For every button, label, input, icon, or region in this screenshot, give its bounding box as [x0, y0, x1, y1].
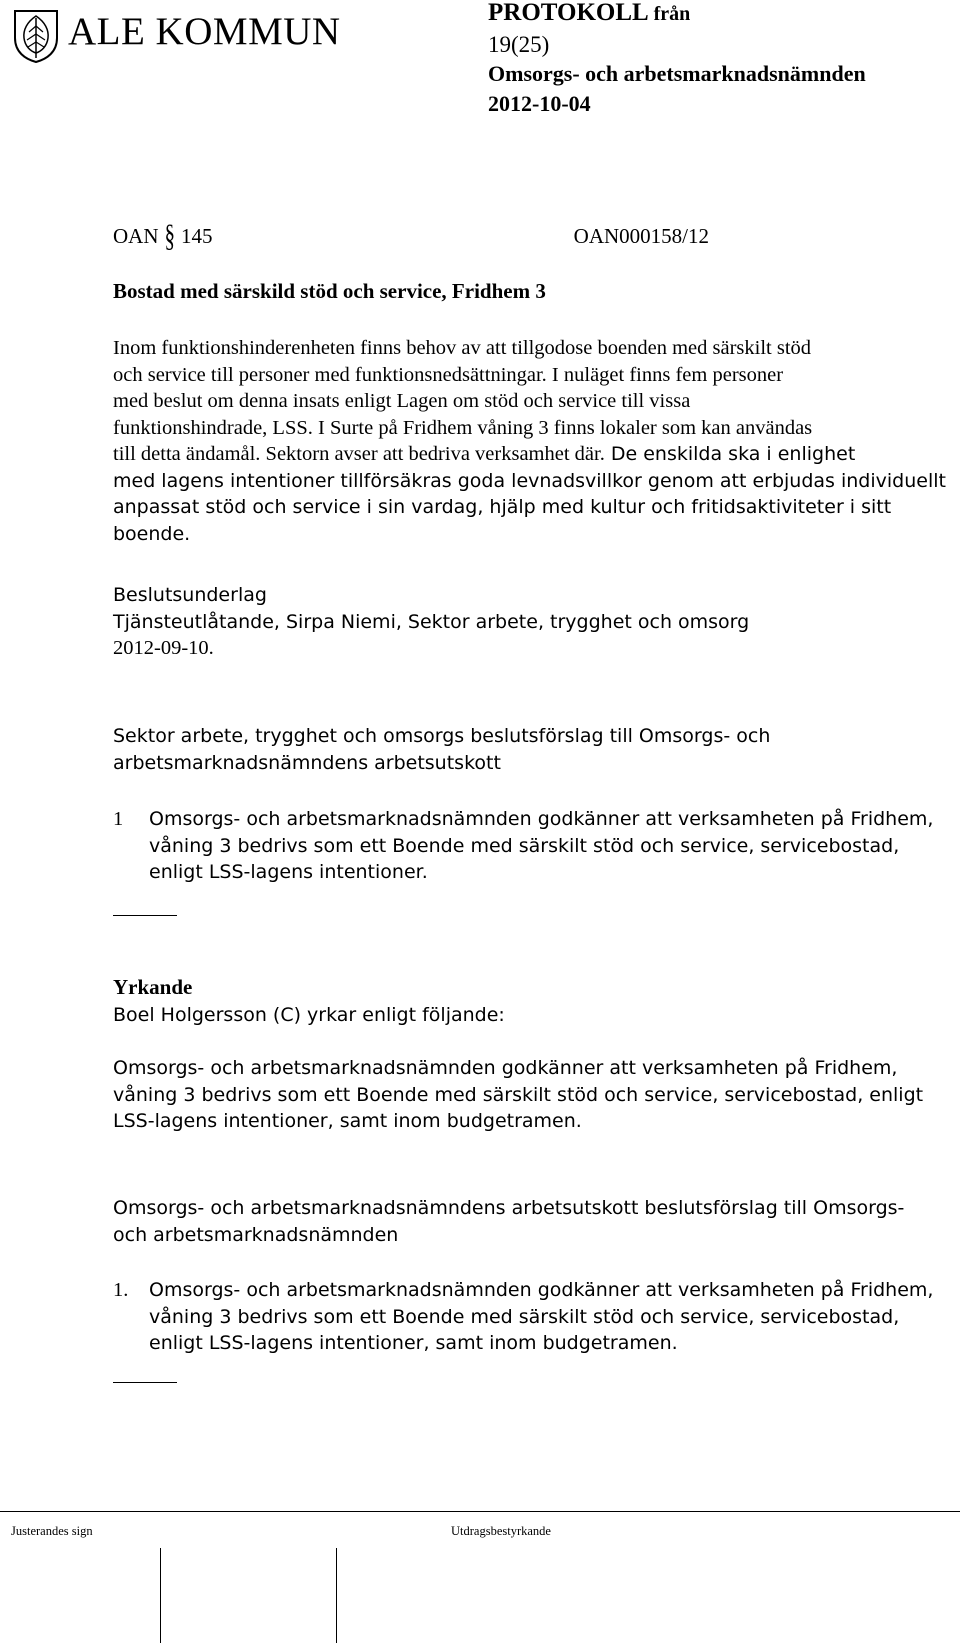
board-name: Omsorgs- och arbetsmarknadsnämnden [488, 61, 866, 86]
intro-line: boende. [113, 522, 191, 545]
item-line: våning 3 bedrivs som ett Boende med särskilt stöd och service, servicebostad, [149, 1305, 900, 1328]
item-line: våning 3 bedrivs som ett Boende med särskilt stöd och service, servicebostad, [149, 834, 900, 857]
separator-rule [113, 1382, 177, 1383]
subject-heading: Bostad med särskild stöd och service, Fridhem 3 [113, 279, 546, 303]
decision-basis-line: Tjänsteutlåtande, Sirpa Niemi, Sektor arbete, trygghet och omsorg [113, 610, 750, 633]
committee-proposal-intro [113, 1195, 923, 1248]
meeting-date: 2012-10-04 [488, 91, 591, 116]
proposal-line: arbetsmarknadsnämndens arbetsutskott [113, 751, 501, 774]
intro-line: till detta ändamål. Sektorn avser att bedriva verksamhet där. De enskilda ska i enlighet [113, 443, 856, 465]
motion-line: LSS-lagens intentioner, samt inom budgetramen. [113, 1110, 582, 1132]
sector-proposal-intro [113, 723, 923, 776]
page-number: 19(25) [488, 32, 550, 57]
signature-box-divider [336, 1548, 337, 1643]
intro-line: med beslut om denna insats enligt Lagen om stöd och service till vissa [113, 390, 691, 412]
motion-line: våning 3 bedrivs som ett Boende med särskilt stöd och service, servicebostad, enligt [113, 1083, 924, 1106]
intro-line: och service till personer med funktionsnedsättningar. I nuläget finns fem personer [113, 363, 784, 386]
signature-box-divider [160, 1548, 161, 1643]
org-name: ALE KOMMUN [68, 10, 341, 53]
signature-label: Justerandes sign [11, 1524, 93, 1538]
certification-label: Utdragsbestyrkande [451, 1524, 551, 1538]
decision-basis-heading: Beslutsunderlag [113, 584, 267, 606]
item-number: 1. [113, 1279, 129, 1301]
decision-basis-date: 2012-09-10. [113, 637, 214, 659]
footer-divider [0, 1511, 960, 1512]
motion-intro [113, 1002, 923, 1029]
item-number: 1 [113, 808, 124, 830]
intro-line: anpassat stöd och service i sin vardag, hjälp med kultur och fritidsaktiviteter i sitt [113, 496, 892, 518]
item-line: enligt LSS-lagens intentioner. [149, 861, 428, 883]
item-line: Omsorgs- och arbetsmarknadsnämnden godkänner att verksamheten på Fridhem, [149, 808, 934, 830]
municipality-logo-icon [11, 8, 61, 64]
item-text [149, 1277, 949, 1357]
decision-basis [113, 582, 923, 662]
proposal-line: Omsorgs- och arbetsmarknadsnämndens arbetsutskott beslutsförslag till Omsorgs- [113, 1197, 905, 1219]
motion-line: Boel Holgersson (C) yrkar enligt följande: [113, 1004, 505, 1026]
item-text [149, 806, 949, 886]
intro-line: funktionshindrade, LSS. I Surte på Fridhem våning 3 finns lokaler som kan användas [113, 416, 813, 439]
motion-proposal [113, 1055, 923, 1135]
intro-paragraph [113, 335, 946, 547]
intro-line: Inom funktionshinderenheten finns behov av att tillgodose boenden med särskilt stöd [113, 337, 812, 359]
protocol-title: PROTOKOLL från [488, 0, 691, 26]
proposal-line: Sektor arbete, trygghet och omsorgs beslutsförslag till Omsorgs- och [113, 725, 771, 747]
item-line: Omsorgs- och arbetsmarknadsnämnden godkänner att verksamheten på Fridhem, [149, 1279, 934, 1301]
proposal-line: och arbetsmarknadsnämnden [113, 1223, 399, 1246]
motion-heading: Yrkande [113, 975, 193, 999]
motion-line: Omsorgs- och arbetsmarknadsnämnden godkänner att verksamheten på Fridhem, [113, 1057, 898, 1079]
item-line: enligt LSS-lagens intentioner, samt inom budgetramen. [149, 1332, 678, 1354]
case-reference: OAN000158/12 [573, 224, 709, 248]
intro-line: med lagens intentioner tillförsäkras goda levnadsvillkor genom att erbjudas individuellt [113, 469, 946, 492]
section-number: OAN § 145 [113, 217, 213, 254]
separator-rule [113, 915, 177, 916]
